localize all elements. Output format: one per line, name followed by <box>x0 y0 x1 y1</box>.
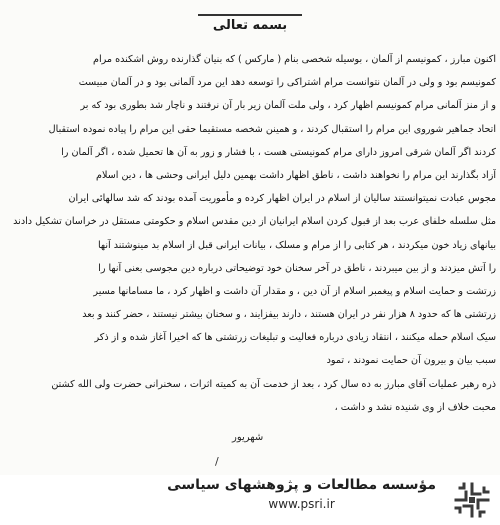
institution-name: مؤسسه مطالعات و پژوهشهای سیاسی <box>167 477 436 493</box>
psri-logo-icon <box>452 480 492 520</box>
body-line: بیانهای زیاد خون میکردند ، هر کتابی را از مرام و مسلک ، بیانات ایرانی قبل از اسلام بد مینوشتند آنها <box>98 239 496 251</box>
margin-mark: / <box>215 455 219 468</box>
document-heading: بسمه تعالی <box>212 18 288 33</box>
document-header <box>190 14 310 38</box>
body-line: اتحاد جماهیر شوروی این مرام را استقبال کردند ، و همینن شخصه مستقیما حقی این مرام را پیاده نموده استقبال <box>48 123 496 135</box>
body-line: سبب بیان و بیرون آن حمایت نمودند ، تمود <box>326 355 496 367</box>
footer-text <box>167 477 436 511</box>
body-line: اکنون مبارز ، کمونیسم از آلمان ، بوسیله شخصی بنام ( مارکس ) که بنیان گذارنده روش اشکنده مرام <box>93 54 496 65</box>
signature: شهریور <box>232 432 264 443</box>
body-line: ذره رهبر عملیات آقای مبارز به ده سال کرد ، بعد از خدمت آن به کمیته اثرات ، سخنرانی حضرت ولی الله کشتن <box>51 378 496 390</box>
body-line: مثل سلسله خلفای عرب بعد از قبول کردن اسلام ایرانیان از دین مقدس اسلام و حکومتی مستقل در خراسان تشکیل دادند <box>13 216 496 228</box>
body-line: را آتش میزدند و از بین میبردند ، ناطق در آخر سخنان خود توضیحاتی درباره دین مجوسی بعنی آنها را <box>98 262 496 274</box>
body-line: سیک اسلام حمله میکنند ، انتقاد زیادی درباره فعالیت و تبلیغات زرتشتی ها که اخیرا آغاز شده و از ذکر <box>94 332 496 344</box>
body-line: زرتشت و حمایت اسلام و پیغمبر اسلام از آن دین ، و مقدار آن داشت و اظهار کرد ، ما مسامانها مسیر <box>93 285 496 297</box>
body-line: محبت خلاف از وی شنیده نشد و داشت ، <box>334 401 496 413</box>
body-line: مجوس عبادت نمیتوانستند سالیان از اسلام در ایران اظهار کرده و مأموریت آمده بودند که شد سالهائی ایران <box>68 193 496 205</box>
body-line: کمونیسم بود و ولی در آلمان نتوانست مرام اشتراکی را توسعه دهد این مرد آلمانی بود و در آلمان مبیست <box>78 77 496 89</box>
body-line: آزاد بگذارند این مرام را نخواهند داشت ، ناطق اظهار داشت بهمین دلیل ایرانی وحشی ها ، دین اسلام <box>96 169 496 181</box>
institution-url: www.psri.ir <box>268 497 335 511</box>
body-line: و از منز آلمانی مرام کمونیسم اظهار کرد ، ولی ملت آلمان زیر بار آن نرفتند و ناچار شد بطوری بود که بر <box>80 100 496 112</box>
footer-watermark <box>0 475 500 525</box>
header-rule <box>198 14 302 16</box>
document-body <box>10 48 496 419</box>
body-line: زرتشتی ها که حدود ۸ هزار نفر در ایران هستند ، دارند بیفزایند ، و سخنان بیشتر نیستند ، حضر کنند و بعد <box>82 309 496 321</box>
body-line: کردند اگر آلمان شرقی امروز دارای مرام کمونیستی هست ، با فشار و زور به آن ها تحمیل شده ، اگر آلمان را <box>61 146 496 158</box>
